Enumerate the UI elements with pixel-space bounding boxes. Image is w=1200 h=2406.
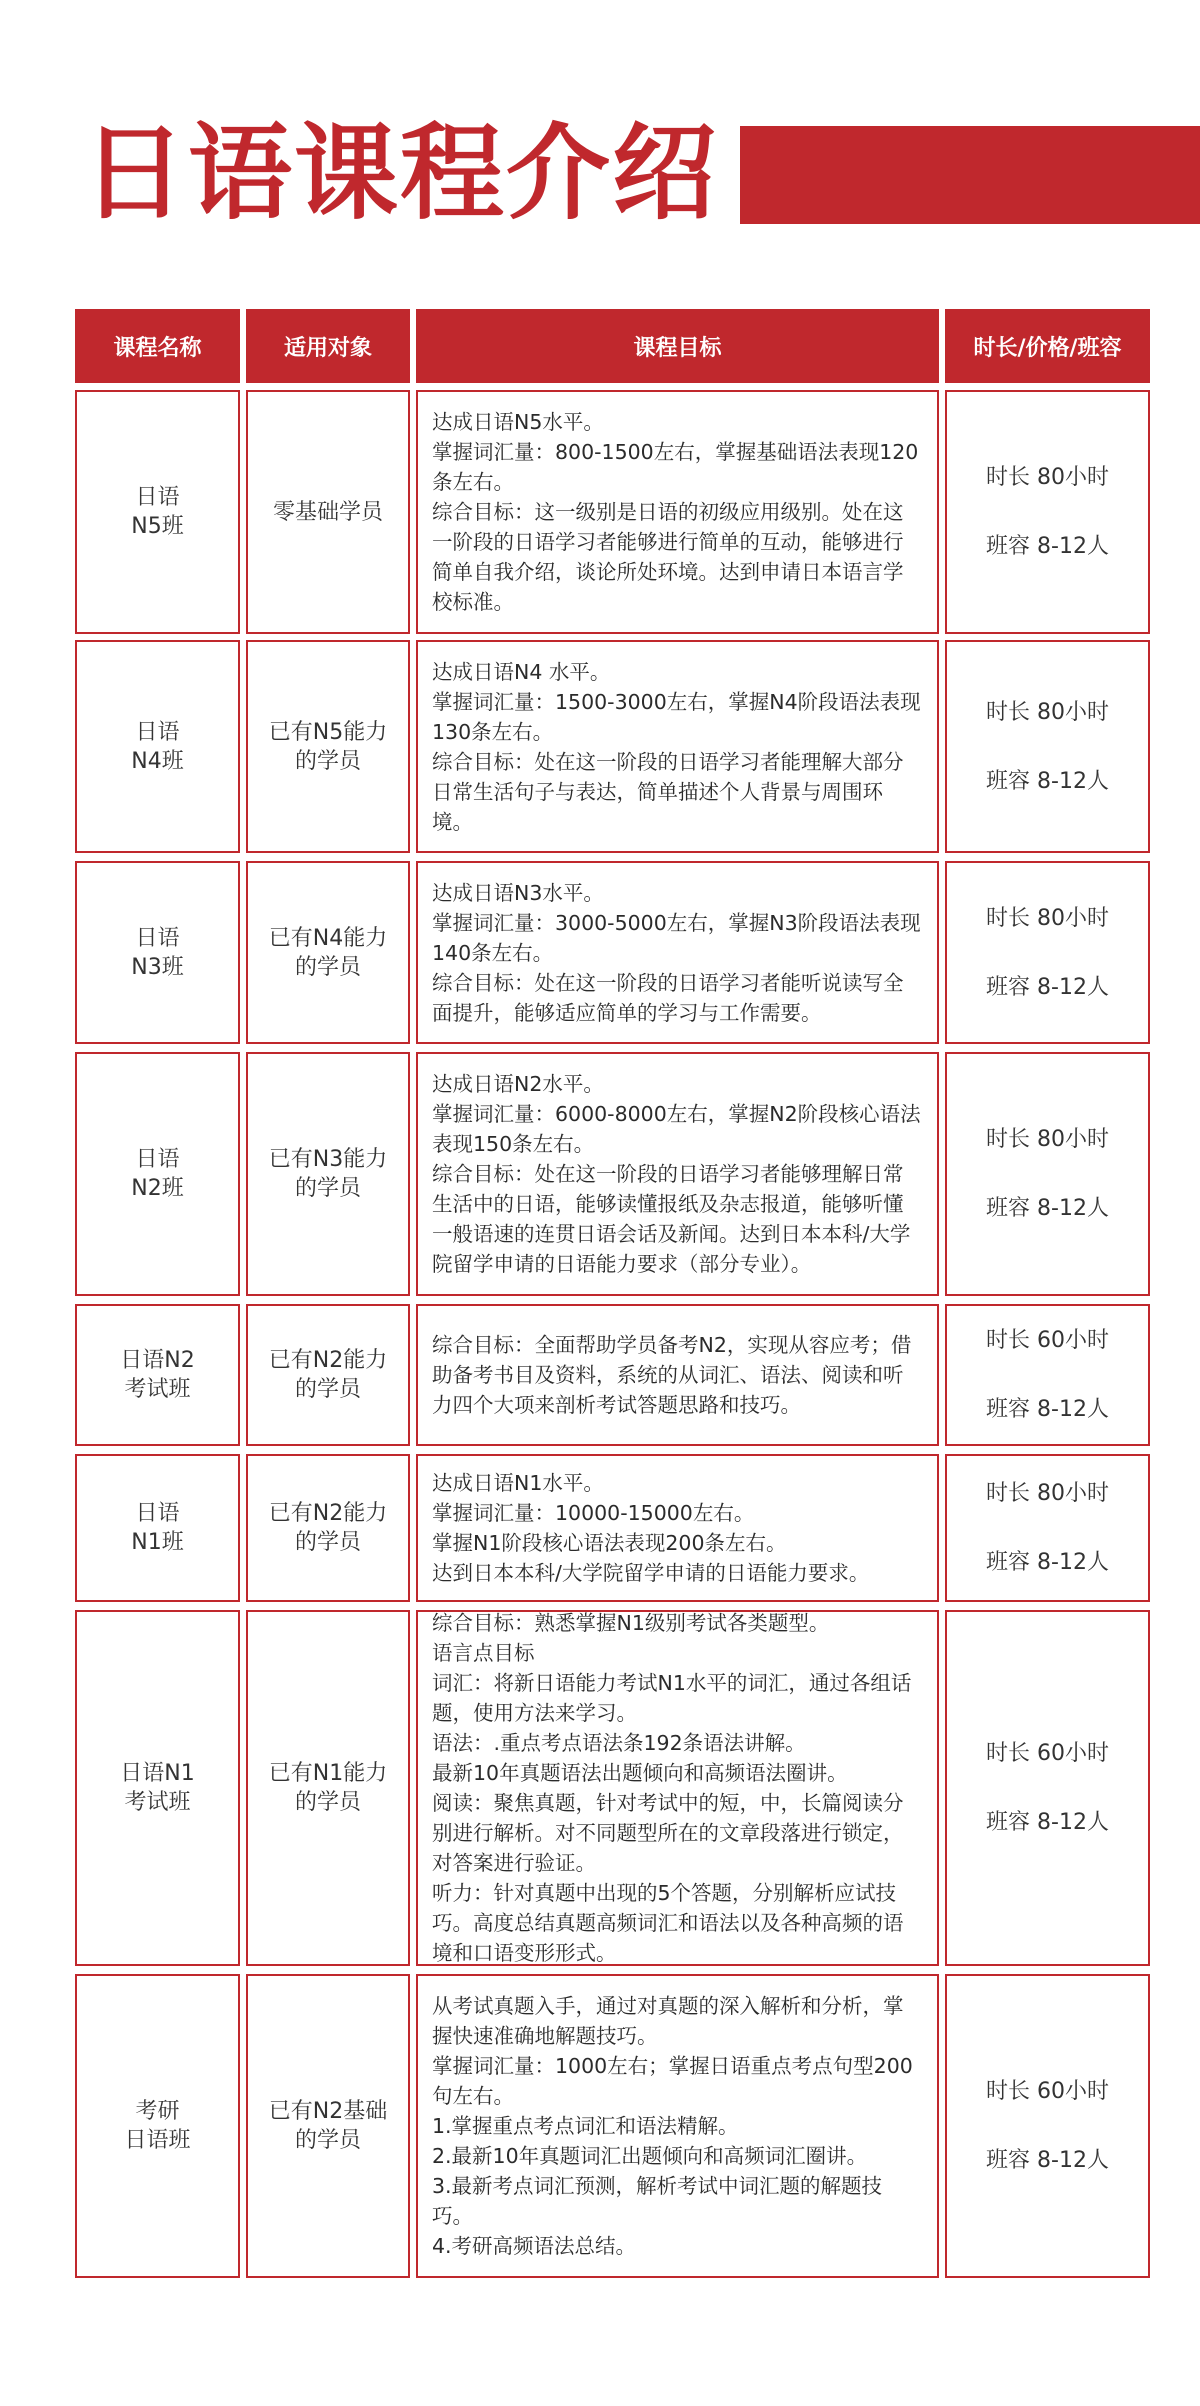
header-audience: 适用对象 <box>246 309 410 383</box>
table-row-postgrad-audience: 已有N2基础 的学员 <box>246 1974 410 2278</box>
goal-text: 达成日语N4 水平。 掌握词汇量：1500-3000左右，掌握N4阶段语法表现130条左右。 综合目标：处在这一阶段的日语学习者能理解大部分日常生活句子与表达，简单描述个人背景与周围环境。 <box>432 659 921 834</box>
table-row-n2-audience: 已有N3能力 的学员 <box>246 1052 410 1296</box>
table-row-n3-goal <box>416 861 939 1044</box>
duration-text: 时长 80小时 <box>986 465 1109 490</box>
duration-text: 时长 80小时 <box>986 1481 1109 1506</box>
table-row-n1-exam-audience: 已有N1能力 的学员 <box>246 1610 410 1966</box>
table-row-n4-meta <box>945 640 1150 853</box>
capacity-text: 班容 8-12人 <box>986 1397 1109 1422</box>
table-row-n1-name: 日语 N1班 <box>75 1454 240 1602</box>
page-title: 日语课程介绍 <box>82 112 719 234</box>
table-row-n4-goal <box>416 640 939 853</box>
capacity-text: 班容 8-12人 <box>986 1810 1109 1835</box>
table-row-n5-audience: 零基础学员 <box>246 390 410 634</box>
goal-text: 从考试真题入手，通过对真题的深入解析和分析，掌握快速准确地解题技巧。 掌握词汇量：1000左右；掌握日语重点考点句型200句左右。 1.掌握重点考点词汇和语法精解。 2.最新10年真题词汇出题倾向和高频词汇圈讲。 3.最新考点词汇预测，解析考试中词汇题的解题技巧。 4.考研高频语法总结。 <box>432 1994 913 2258</box>
capacity-text: 班容 8-12人 <box>986 1196 1109 1221</box>
duration-text: 时长 80小时 <box>986 699 1109 725</box>
table-row-n5-goal <box>416 390 939 634</box>
table-row-n3-audience: 已有N4能力 的学员 <box>246 861 410 1044</box>
capacity-text: 班容 8-12人 <box>986 1550 1109 1575</box>
capacity-text: 班容 8-12人 <box>986 974 1109 1000</box>
table-row-n3-name: 日语 N3班 <box>75 861 240 1044</box>
goal-text: 达成日语N2水平。 掌握词汇量：6000-8000左右，掌握N2阶段核心语法表现150条左右。 综合目标：处在这一阶段的日语学习者能够理解日常生活中的日语，能够读懂报纸及杂志报道，能够听懂一般语速的连贯日语会话及新闻。达到日本本科/大学院留学申请的日语能力要求（部分专业）。 <box>432 1072 921 1276</box>
goal-text: 达成日语N1水平。 掌握词汇量：10000-15000左右。 掌握N1阶段核心语法表现200条左右。 达到日本本科/大学院留学申请的日语能力要求。 <box>432 1471 870 1585</box>
table-row-n2-goal <box>416 1052 939 1296</box>
table-row-n1-audience: 已有N2能力 的学员 <box>246 1454 410 1602</box>
goal-text: 达成日语N5水平。 掌握词汇量：800-1500左右，掌握基础语法表现120条左右。 综合目标：这一级别是日语的初级应用级别。处在这一阶段的日语学习者能够进行简单的互动，能够进行简单自我介绍，谈论所处环境。达到申请日本语言学校标准。 <box>432 410 919 614</box>
table-row-n4-audience: 已有N5能力 的学员 <box>246 640 410 853</box>
table-row-n2-exam-name: 日语N2 考试班 <box>75 1304 240 1446</box>
title-accent-bar <box>740 126 1200 224</box>
duration-text: 时长 60小时 <box>986 1741 1109 1766</box>
duration-text: 时长 60小时 <box>986 2079 1109 2104</box>
table-row-n2-meta <box>945 1052 1150 1296</box>
goal-text: 达成日语N3水平。 掌握词汇量：3000-5000左右，掌握N3阶段语法表现140条左右。 综合目标：处在这一阶段的日语学习者能听说读写全面提升，能够适应简单的学习与工作需要。 <box>432 880 921 1025</box>
capacity-text: 班容 8-12人 <box>986 2148 1109 2173</box>
duration-text: 时长 80小时 <box>986 1127 1109 1152</box>
table-row-n4-name: 日语 N4班 <box>75 640 240 853</box>
capacity-text: 班容 8-12人 <box>986 534 1109 559</box>
table-row-n1-goal <box>416 1454 939 1602</box>
duration-text: 时长 60小时 <box>986 1328 1109 1353</box>
header-course-goal: 课程目标 <box>416 309 939 383</box>
table-row-n3-meta <box>945 861 1150 1044</box>
table-row-n5-meta <box>945 390 1150 634</box>
header-duration-price-capacity: 时长/价格/班容 <box>945 309 1150 383</box>
table-row-n1-exam-goal <box>416 1610 939 1966</box>
table-row-postgrad-name: 考研 日语班 <box>75 1974 240 2278</box>
table-row-n2-exam-audience: 已有N2能力 的学员 <box>246 1304 410 1446</box>
table-row-n1-meta <box>945 1454 1150 1602</box>
table-row-n1-exam-meta <box>945 1610 1150 1966</box>
table-row-n2-name: 日语 N2班 <box>75 1052 240 1296</box>
table-row-postgrad-meta <box>945 1974 1150 2278</box>
table-row-n5-name: 日语 N5班 <box>75 390 240 634</box>
table-row-n2-exam-goal <box>416 1304 939 1446</box>
duration-text: 时长 80小时 <box>986 905 1109 931</box>
goal-text: 综合目标：全面帮助学员备考N2，实现从容应考；借助备考书目及资料，系统的从词汇、语法、阅读和听力四个大项来剖析考试答题思路和技巧。 <box>432 1333 912 1417</box>
table-row-n1-exam-name: 日语N1 考试班 <box>75 1610 240 1966</box>
table-row-postgrad-goal <box>416 1974 939 2278</box>
header-course-name: 课程名称 <box>75 309 240 383</box>
capacity-text: 班容 8-12人 <box>986 768 1109 794</box>
table-row-n2-exam-meta <box>945 1304 1150 1446</box>
goal-text: 综合目标：熟悉掌握N1级别考试各类题型。 语言点目标 词汇：将新日语能力考试N1水平的词汇，通过各组话题，使用方法来学习。 语法：.重点考点语法条192条语法讲解。 最新10年真题语法出题倾向和高频语法圈讲。 阅读：聚焦真题，针对考试中的短，中，长篇阅读分别进行解析。对不同题型所在的文章段落进行锁定，对答案进行验证。 听力：针对真题中出现的5个答题，分别解析应试技巧。高度总结真题高频词汇和语法以及各种高频的语境和口语变形形式。 <box>432 1611 912 1965</box>
